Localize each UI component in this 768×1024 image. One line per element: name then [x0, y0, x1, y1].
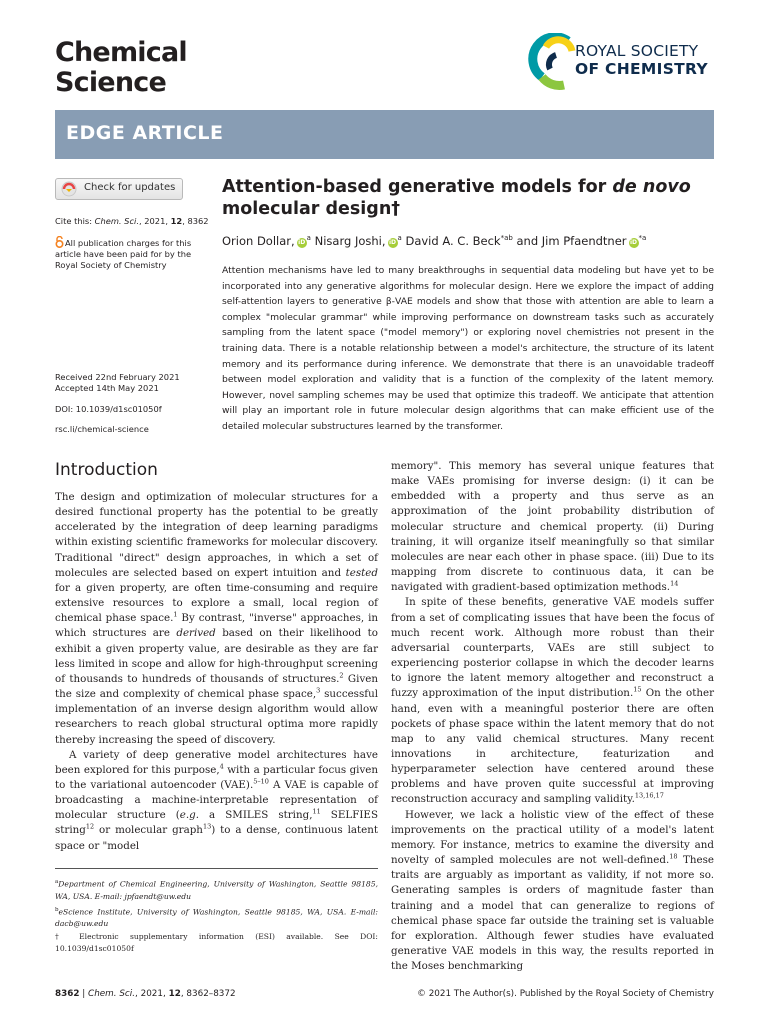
reference[interactable]: 1	[173, 610, 178, 619]
reference[interactable]: 15	[633, 685, 642, 694]
author-affiliation: *ab	[500, 234, 513, 243]
reference[interactable]: 12	[85, 823, 95, 832]
author-list	[222, 234, 717, 248]
abstract: Attention mechanisms have led to many breakthroughs in sequential data modeling but have yet to be incorporated into any generative algorithms for molecular design. Here we explore the impact of adding self-attention layers to generative β-VAE models and show that those with attention are able to learn a complex "molecular grammar" while improving performance on downstream tasks such as accurately sampling from the latent space ("model memory") or exploring novel chemistries not present in the training data. There is a notable relationship between a model's architecture, the structure of its latent memory and its performance during inference. We demonstrate that there is an unavoidable tradeoff between model exploration and validity that is a function of the complexity of the latent memory. However, novel sampling schemes may be used that optimize this tradeoff. We anticipate that attention will play an important role in future molecular design algorithms that can make efficient use of the detailed molecular substructures learned by the transformer.	[222, 265, 714, 432]
footer-journal: Chem. Sci.	[88, 989, 135, 999]
cite-volume: 12	[170, 216, 183, 226]
paragraph: The design and optimization of molecular structures for a desired functional property has the potential to be greatly accelerated by the integration of deep learning paradigms within existing scientific frameworks for molecular discovery. Traditional "direct" design approaches, in which a set of molecules are selected based on expert intuition and tested for a given property, are often time-consuming and require extensive resources to explore a small, local region of chemical phase space.$^1$ By contrast, "inverse" approaches, in which structures are derived based on their likelihood to exhibit a given property value, are desirable as they are far less limited in scope and allow for high-throughput screening of thousands to hundreds of thousands of structures.$^2$ Given the size and complexity of chemical phase space,$^3$ successful implementation of an inverse design algorithm would allow researchers to reach global structural optima more rapidly thereby increasing the speed of discovery.	[55, 491, 378, 746]
reference[interactable]: 5–10	[253, 777, 269, 786]
author-name: David A. C. Beck	[405, 234, 501, 248]
check-updates-label: Check for updates	[84, 182, 176, 193]
paragraph: However, we lack a holistic view of the effect of these improvements on the practical utility of a model's latent memory. For instance, metrics to examine the diversity and novelty of sampled molecules are not well-defined.$^{18}$ These traits are arguably as important as validity, if not more so. Generating samples is orders of magnitude faster than training and a model that can generalize to regions of chemical phase space far outside the training set is valuable for exploration. Although fewer studies have evaluated generative VAE models in this way, the results reported in the Moses benchmarking	[391, 808, 714, 973]
reference[interactable]: 13,16,17	[634, 792, 664, 801]
accepted-date: Accepted 14th May 2021	[55, 383, 159, 393]
check-for-updates-button[interactable]	[55, 178, 183, 200]
publisher-name	[575, 42, 708, 78]
article-type-banner	[55, 110, 714, 159]
paragraph: A variety of deep generative model architectures have been explored for this purpose,$^4$ with a particular focus given to the variational autoencoder (VAE).$^{5-10}$ A VAE is capable of broadcasting a machine-interpretable representation of molecular structure (e.g. a SMILES string,$^{11}$ SELFIES string$^{12}$ or molecular graph$^{13}$) to a dense, continuous latent space or "model	[55, 748, 379, 852]
author-affiliation: a	[306, 234, 311, 243]
check-updates-icon	[61, 181, 77, 197]
footnote-affiliation-b: $^b$eScience Institute, University of Washington, Seattle 98185, WA, USA. E-mail: dacb@uw.edu	[55, 906, 378, 929]
journal-title: Chemical Science	[55, 37, 187, 98]
author-name: and Jim Pfaendtner	[516, 234, 627, 248]
orcid-icon[interactable]: iD	[629, 239, 638, 246]
section-heading-introduction: Introduction	[55, 460, 158, 480]
reference[interactable]: 11	[312, 807, 321, 816]
reference[interactable]: 13	[202, 823, 212, 832]
article-type: EDGE ARTICLE	[66, 122, 224, 144]
footer-volume: 12	[168, 989, 181, 999]
page-number: 8362	[55, 989, 80, 999]
cite-journal: Chem. Sci.	[94, 216, 139, 226]
article-title	[222, 176, 702, 220]
reference[interactable]: 3	[316, 686, 321, 695]
footnote-affiliation-a: $^a$Department of Chemical Engineering, University of Washington, Seattle 98185, WA, USA. E-mail: jpfaendt@uw.edu	[55, 879, 378, 901]
author-name: Orion Dollar,	[222, 234, 295, 248]
title-part-1: Attention-based generative models for	[222, 177, 613, 197]
cite-this	[55, 216, 215, 227]
author-name: Nisarg Joshi,	[314, 234, 386, 248]
footnote-esi: † Electronic supplementary information (ESI) available. See DOI: 10.1039/d1sc01050f	[55, 932, 378, 954]
body-column-right	[391, 459, 714, 974]
body-column-left	[55, 490, 378, 854]
cite-prefix: Cite this:	[55, 216, 95, 226]
orcid-icon[interactable]: iD	[388, 239, 397, 246]
title-italic: de novo	[612, 177, 691, 197]
received-date: Received 22nd February 2021	[55, 372, 180, 382]
doi[interactable]: DOI: 10.1039/d1sc01050f	[55, 404, 162, 414]
reference[interactable]: 4	[219, 762, 224, 771]
reference[interactable]: 2	[339, 671, 344, 680]
author-affiliation: *a	[638, 234, 647, 243]
orcid-icon[interactable]: iD	[298, 239, 306, 246]
paragraph: In spite of these benefits, generative VAE models suffer from a set of complicating issues that have been the focus of much recent work. Although more robust than their adversarial counterparts, VAEs are still subject to experiencing posterior collapse in which the decoder learns to ignore the latent memory altogether and reconstruct a fuzzy approximation of the input distribution.$^{15}$ On the other hand, even with a meaningful posterior there are often pockets of phase space within the latent memory that do not map to any valid chemical structures. Many recent innovations in architecture, featurization and hyperparameter selection have centered around these problems and have proven quite successful at improving reconstruction accuracy and sampling validity.$^{13,16,17}$	[391, 596, 714, 806]
author-affiliation: a	[397, 234, 402, 243]
footnote-divider	[55, 868, 378, 869]
publisher-line-2: OF CHEMISTRY	[575, 60, 708, 78]
publisher-line-1: ROYAL SOCIETY	[575, 42, 699, 60]
cite-year: , 2021,	[138, 216, 171, 226]
title-part-2: molecular design†	[222, 199, 401, 219]
journal-link[interactable]: rsc.li/chemical-science	[55, 424, 149, 434]
page-footer: 8362 | Chem. Sci., 2021, 12, 8362–8372	[55, 989, 236, 999]
footnotes	[55, 876, 378, 956]
open-access-note: All publication charges for this article have been paid for by the Royal Society of Chemistry	[55, 238, 192, 270]
reference[interactable]: 18	[669, 852, 678, 861]
cite-pages: , 8362	[182, 216, 209, 226]
reference[interactable]: 14	[670, 579, 679, 588]
paragraph: memory". This memory has several unique features that make VAEs promising for inverse design: (i) it can be embedded with a property and thus serve as an approximation of the joint probability distribution of molecular structure and chemical property. (ii) During training, it will organize itself meaningfully so that similar molecules are near each other in phase space. (iii) Due to its mapping from discrete to continuous data, it can be navigated with gradient-based optimization methods.$^{14}$	[391, 460, 714, 594]
copyright: © 2021 The Author(s). Published by the Royal Society of Chemistry	[417, 989, 714, 999]
